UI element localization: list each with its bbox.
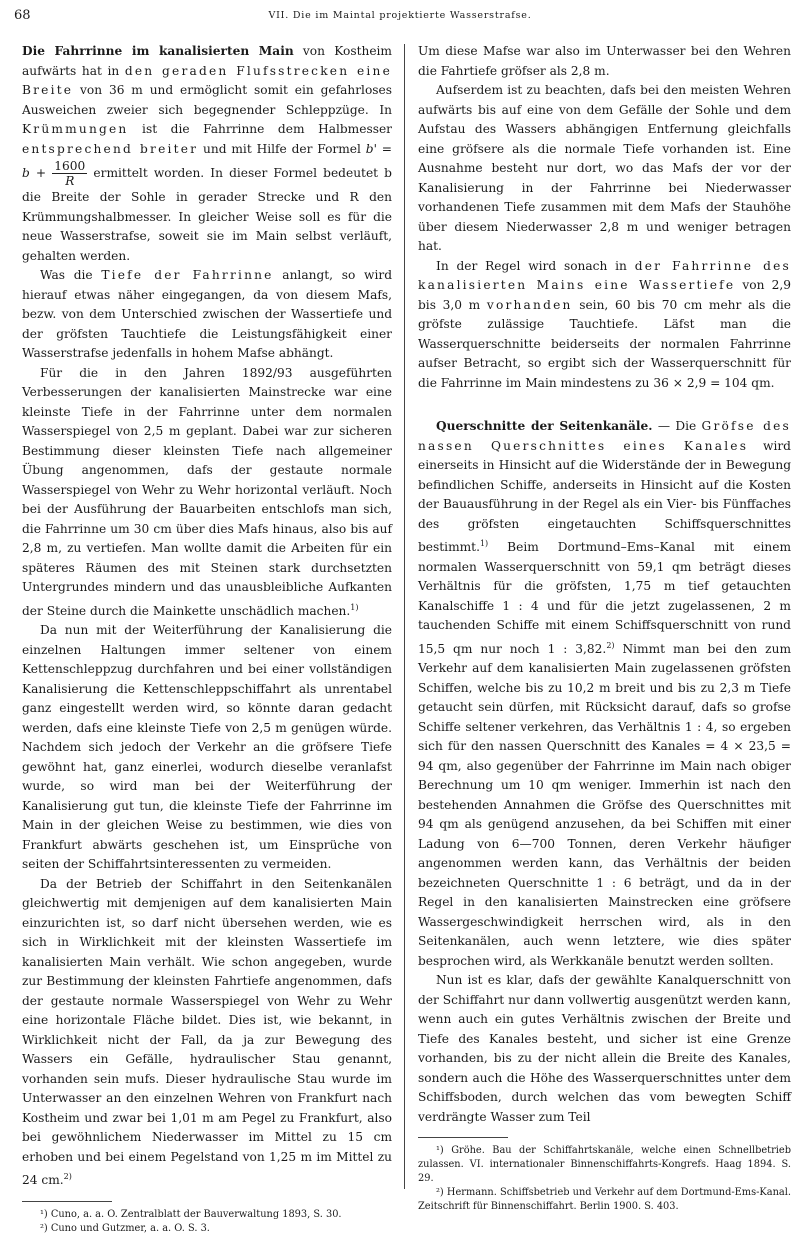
paragraph-regel: In der Regel wird sonach in der Fahrrinne des kanalisierten Mains eine Wassertiefe von 2,9 bis 3,0 m vorhanden sein, 60 bis 70 cm mehr als die gröfste zulässige Tauchtiefe. Läfst man die Wasserquerschnitte beiderseits der normalen Fahrrinne aufser Betracht, so ergibt sich der Wasserquerschnitt für die Fahrrinne im Main mindestens zu 36 × 2,9 = 104 qm. bbox=[418, 258, 791, 390]
footnote-separator bbox=[418, 1137, 508, 1138]
formula-lhs: b' = b + bbox=[22, 141, 392, 180]
footnote-ref: 1) bbox=[350, 602, 359, 612]
running-title: VII. Die im Maintal projektierte Wasserstrafse. bbox=[268, 10, 532, 21]
column-divider bbox=[404, 44, 405, 1189]
paragraph-aufserdem: Aufserdem ist zu beachten, dafs bei den meisten Wehren aufwärts bis auf eine von dem Gefälle der Sohle und dem Aufstau des Wassers abhängigen Entfernung gleichfalls eine gröfsere als die normale Tiefe vorhanden ist. Eine Ausnahme besteht nur dort, wo das Mafs der vor der Kanalisierung in der Fahrrinne bei Niederwasser vorhandenen Tiefe zusammen mit dem Mafs der Stauhöhe über diesem Niederwasser 2,8 m und weniger betragen hat. bbox=[418, 83, 791, 253]
footnote: ¹) Gröhe. Bau der Schiffahrtskanäle, welche einen Schnellbetrieb zulassen. VI. internationaler Binnenschiffahrts-Kongrefs. Haag 1894. S. 29. bbox=[418, 1145, 791, 1185]
paragraph-tiefe: Was die Tiefe der Fahrrinne anlangt, so wird hierauf etwas näher eingegangen, da von diesem Mafs, bezw. von dem Unterschied zwischen der Wassertiefe und der gröfsten Tauchtiefe die Leistungsfähigkeit einer Wasserstrafse jedenfalls in hohem Mafse abhängt. bbox=[22, 268, 392, 360]
paragraph-kanalquerschnitt: Nun ist es klar, dafs der gewählte Kanalquerschnitt von der Schiffahrt nur dann vollwertig ausgenützt werden kann, wenn auch ein gutes Verhältnis zwischen der Breite und Tiefe des Kanales besteht, und sicher ist eine Grenze vorhanden, bis zu der nicht allein die Breite des Kanales, sondern auch die Höhe des Wasserquerschnittes unter dem Schiffsboden, durch welchen das vom bewegten Schiff verdrängte Wasser zum Teil bbox=[418, 973, 791, 1124]
section-lead-fahrrinne: Die Fahrrinne im kanalisierten Main bbox=[22, 44, 294, 58]
footnote-ref: 2) bbox=[606, 640, 615, 650]
footnote-ref: 1) bbox=[479, 539, 489, 548]
paragraph-querschnitte: Querschnitte der Seitenkanäle. — Die Gröfse des nassen Querschnittes eines Kanales wird einerseits in Hinsicht auf die Widerstände der in Bewegung befindlichen Schiffe, anderseits in Hinsicht auf die Kosten der Bauausführung in der Regel als ein Vier- bis Fünffaches des gröfsten eingetauchten Schiffsquerschnittes bestimmt.$^{1)}$ Beim Dortmund–Ems–Kanal mit einem normalen Wasserquerschnitt von 59,1 qm beträgt dieses Verhältnis für die gröfsten, 1,75 m tief getauchten Kanalschiffe 1 : 4 und für die jetzt zugelassenen, 2 m tauchenden Schiffe mit einem Schiffsquerschnitt von rund 15,5 qm nur noch 1 : 3,82.$^{2)}$ Nimmt man bei den zum Verkehr auf dem kanalisierten Main zugelassenen gröfsten Schiffen, welche bis zu 10,2 m breit und bis zu 2,3 m Tiefe getaucht sein dürfen, mit Rücksicht darauf, dafs so grofse Schiffe seltener verkehren, das Verhältnis 1 : 4, so ergeben sich für den nassen Querschnitt des Kanales = 4 × 23,5 = 94 qm, also gegenüber der Fahrrinne im Main nach obiger Berechnung um 10 qm weniger. Immerhin ist nach den bestehenden Annahmen die Gröfse des Querschnittes mit 94 qm als genügend anzusehen, da bei Schiffen mit einer Ladung von 6—700 Tonnen, deren Verkehr häufiger angenommen werden kann, das Verhältnis der beiden bezeichneten Querschnitte 1 : 6 beträgt, und da in der Regel in den kanalisierten Mainstrecken eine gröfsere Wassergeschwindigkeit herrschen wird, als in den Seitenkanälen, auch wenn letztere, wie dies später besprochen wird, als Werkkanäle benutzt werden sollten. bbox=[418, 419, 792, 968]
right-column bbox=[418, 42, 791, 1214]
footnote-ref: 2) bbox=[63, 1172, 72, 1182]
left-column bbox=[22, 42, 392, 1236]
section-lead-querschnitte: Querschnitte der Seitenkanäle. bbox=[436, 419, 653, 433]
footnote: ²) Cuno und Gutzmer, a. a. O. S. 3. bbox=[40, 1222, 210, 1234]
footnote-separator bbox=[22, 1201, 112, 1202]
footnote: ²) Hermann. Schiffsbetrieb und Verkehr auf dem Dortmund-Ems-Kanal. Zeitschrift für Binnenschiffahrt. Berlin 1900. S. 403. bbox=[418, 1187, 791, 1213]
paragraph-fahrrinne: Die Fahrrinne im kanalisierten Main von Kostheim aufwärts hat in den geraden Flufsstrecken eine Breite von 36 m und ermöglicht somit ein gefahrloses Ausweichen zweier sich begegnender Schleppzüge. In Krümmungen ist die Fahrrinne dem Halbmesser entsprechend breiter und mit Hilfe der Formel b' = b + $\frac{1600}{R}$ ermittelt worden. In dieser Formel bedeutet b die Breite der Sohle in gerader Strecke und R den Krümmungshalbmesser. In gleicher Weise soll es für die neue Wasserstrafse, soweit sie im Main selbst verläuft, gehalten werden. bbox=[22, 44, 392, 263]
paragraph-mafse: Um diese Mafse war also im Unterwasser bei den Wehren die Fahrtiefe gröfser als 2,8 m. bbox=[418, 44, 791, 78]
formula-fraction: $\frac{1600}{R}$ bbox=[54, 159, 86, 188]
footnote: ¹) Cuno, a. a. O. Zentralblatt der Bauverwaltung 1893, S. 30. bbox=[40, 1208, 342, 1220]
paragraph-weiterfuehrung: Da nun mit der Weiterführung der Kanalisierung die einzelnen Haltungen immer seltener von einem Kettenschleppzug durchfahren und bei einer vollständigen Kanalisierung die Kettenschleppschiffahrt als unrentabel ganz eingestellt werden wird, so könnte daran gedacht werden, dafs eine kleinste Tiefe von 2,5 m genügen würde. Nachdem sich jedoch der Verkehr an die gröfsere Tiefe gewöhnt hat, ganz einerlei, wodurch dieselbe veranlafst wurde, so wird man bei der Weiterführung der Kanalisierung gut tun, die kleinste Tiefe der Fahrrinne im Main in der gleichen Weise zu bestimmen, wie dies von Frankfurt abwärts geschehen ist, um Einsprüche von seiten der Schiffahrtsinteressenten zu vermeiden. bbox=[22, 623, 392, 872]
page-number: 68 bbox=[14, 8, 31, 23]
paragraph-betrieb: Da der Betrieb der Schiffahrt in den Seitenkanälen gleichwertig mit demjenigen auf dem kanalisierten Main einzurichten ist, so darf nicht übersehen werden, wie es sich in Wirklichkeit mit der kleinsten Wassertiefe im kanalisierten Main verhält. Wie schon angegeben, wurde zur Bestimmung der kleinsten Fahrtiefe angenommen, dafs der gestaute normale Wasserspiegel von Wehr zu Wehr eine horizontale Fläche bildet. Dies ist, wie bekannt, in Wirklichkeit nicht der Fall, da ja zur Bewegung des Wassers ein Gefälle, hydraulischer Stau genannt, vorhanden sein mufs. Dieser hydraulische Stau wurde im Unterwasser an den einzelnen Wehren von Frankfurt nach Kostheim und zwar bei 1,01 m am Pegel zu Frankfurt, also bei gewöhnlichem Niederwasser im Mittel zu 15 cm erhoben und bei einem Pegelstand von 1,25 m im Mittel zu 24 cm.$^{2)}$ bbox=[22, 876, 392, 1188]
paragraph-verbesserungen: Für die in den Jahren 1892/93 ausgeführten Verbesserungen der kanalisierten Mainstrecke war eine kleinste Tiefe in der Fahrrinne unter dem normalen Wasserspiegel von 2,5 m geplant. Dabei war zur sicheren Bestimmung dieser kleinsten Tiefe nach allgemeiner Übung angenommen, dafs der gestaute normale Wasserspiegel von Wehr zu Wehr horizontal verläuft. Noch bei der Ausführung der Bauarbeiten entschlofs man sich, die Fahrrinne um 30 cm über dies Mafs hinaus, also bis auf 2,8 m, zu vertiefen. Man wollte damit die Arbeiten für ein späteres Räumen des mit Steinen stark durchsetzten Untergrundes mindern und das unausbleibliche Aufkanten der Steine durch die Mainkette unschädlich machen.$^{1)}$ bbox=[22, 365, 392, 618]
